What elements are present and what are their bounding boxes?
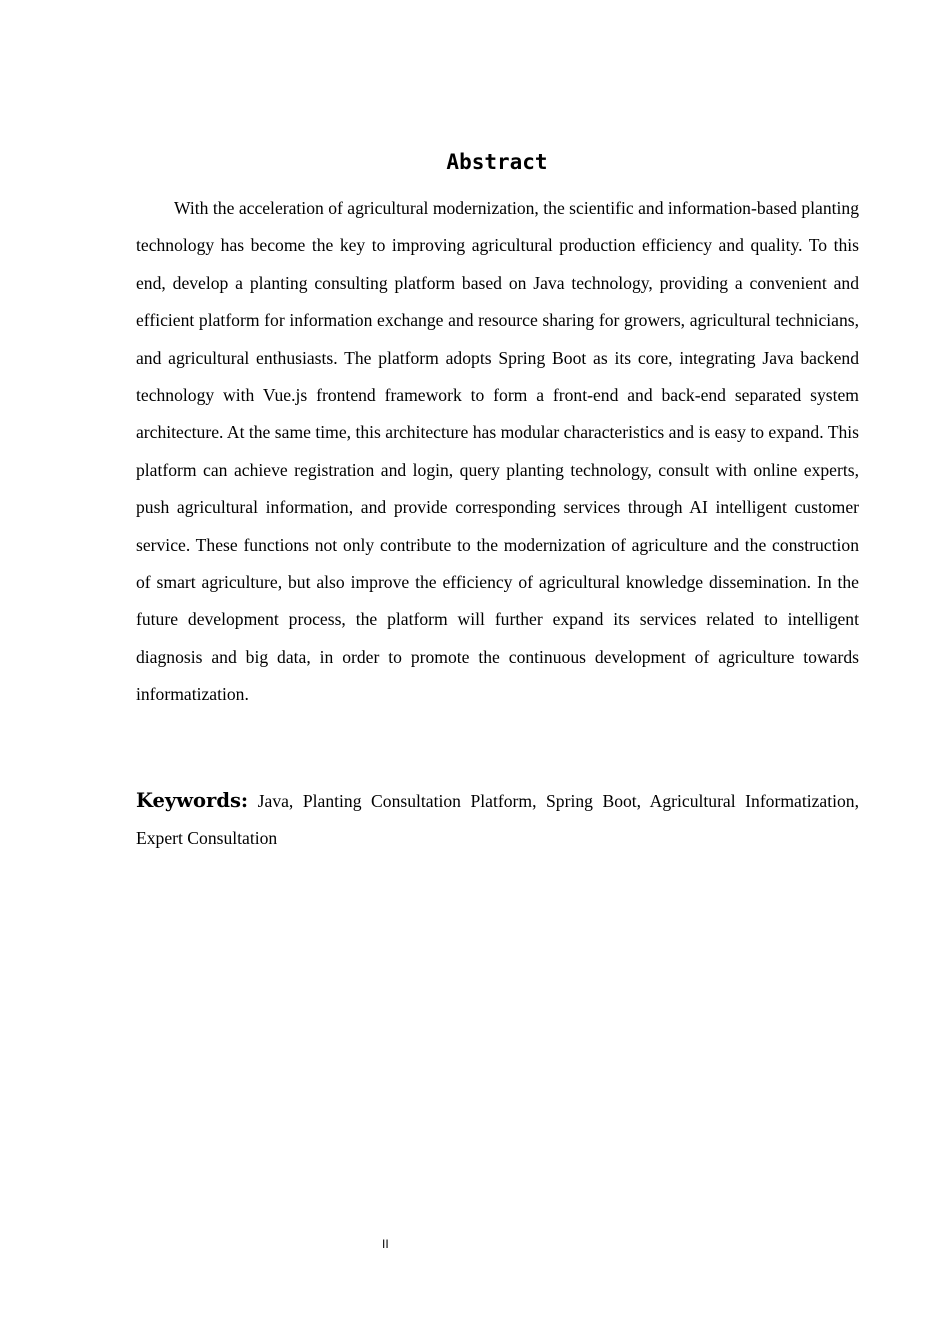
keywords-list: Java, Planting Consultation Platform, Spring Boot, Agricultural Informatization, Expert Consultation [136,791,859,849]
keywords-paragraph [136,782,859,858]
abstract-title: Abstract [446,150,548,174]
abstract-body: With the acceleration of agricultural modernization, the scientific and information-based planting technology has become the key to improving agricultural production efficiency and quality. To this end, develop a planting consulting platform based on Java technology, providing a convenient and efficient platform for information exchange and resource sharing for growers, agricultural technicians, and agricultural enthusiasts. The platform adopts Spring Boot as its core, integrating Java backend technology with Vue.js frontend framework to form a front-end and back-end separated system architecture. At the same time, this architecture has modular characteristics and is easy to expand. This platform can achieve registration and login, query planting technology, consult with online experts, push agricultural information, and provide corresponding services through AI intelligent customer service. These functions not only contribute to the modernization of agriculture and the construction of smart agriculture, but also improve the efficiency of agricultural knowledge dissemination. In the future development process, the platform will further expand its services related to intelligent diagnosis and big data, in order to promote the continuous development of agriculture towards informatization. [136,198,859,705]
page-number: II [382,1237,389,1251]
keywords-label: Keywords: [136,789,249,812]
